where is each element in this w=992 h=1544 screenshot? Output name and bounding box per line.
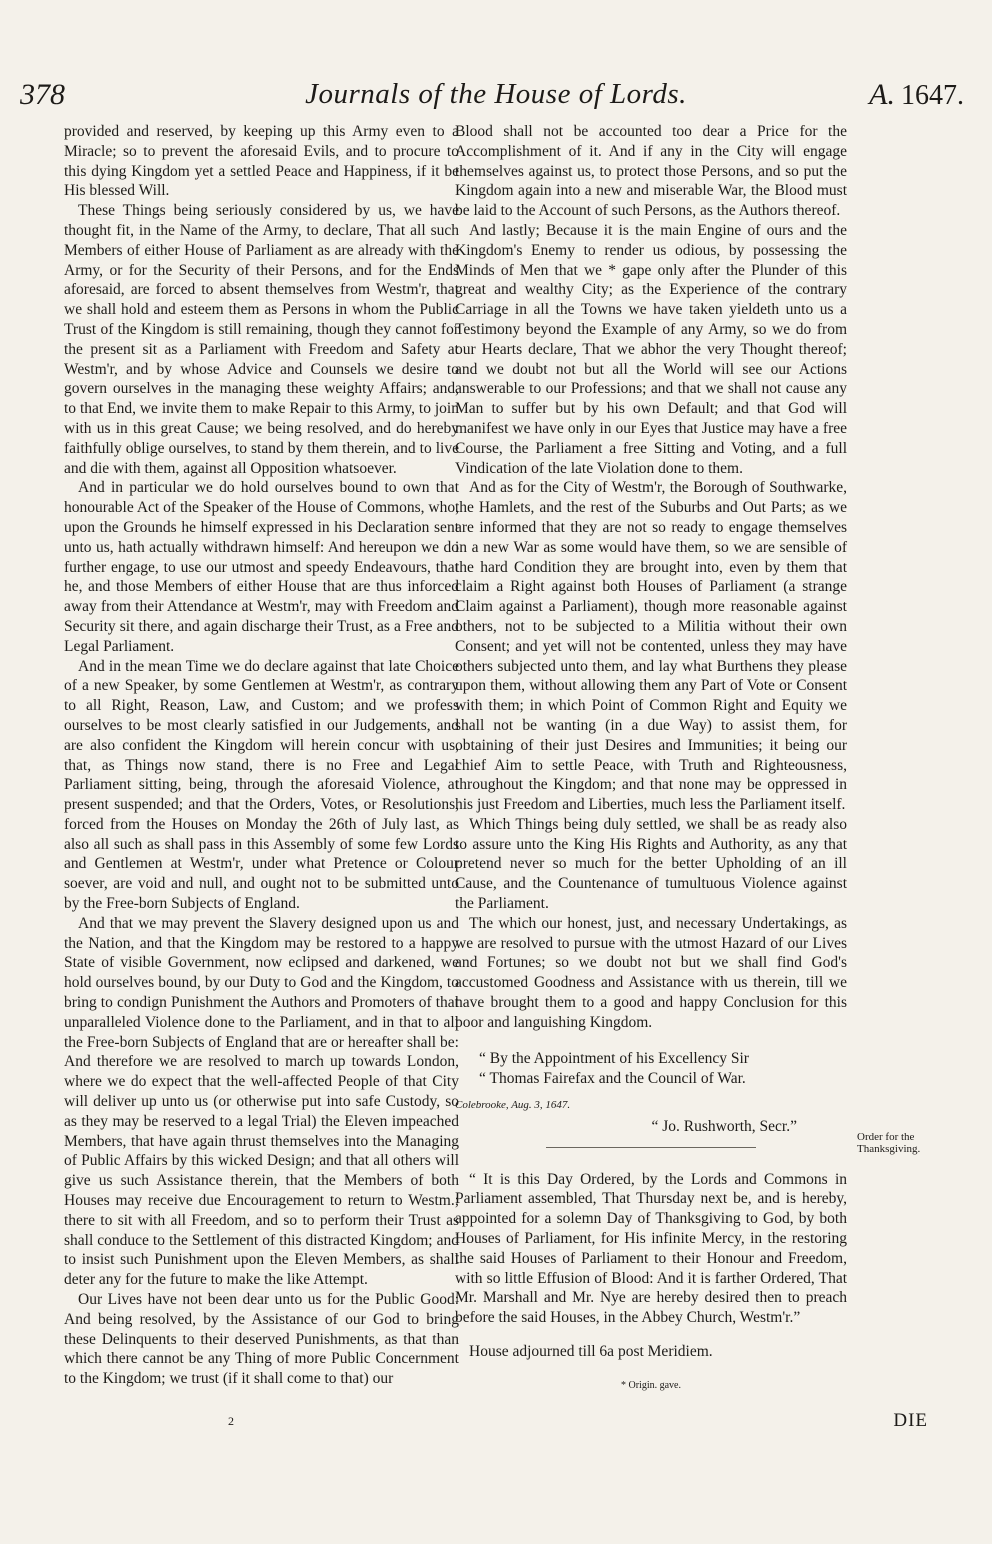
paragraph: The which our honest, just, and necessary Undertakings, as we are resolved to pursue with the utmost Hazard of our Lives and Fortunes; so we doubt not but we shall find God's accustomed Goodness and Assistance with us therein, till we have brought them to a good and happy Conclusion for this poor and languishing Kingdom. <box>455 914 847 1031</box>
adjournment-note: House adjourned till 6a post Meridiem. <box>469 1343 713 1361</box>
footnote: * Origin. gave. <box>621 1379 681 1391</box>
year: 1647. <box>901 80 964 111</box>
signature-mark: 2 <box>228 1414 234 1428</box>
catchword: DIE <box>893 1410 928 1431</box>
running-year <box>869 78 964 112</box>
paragraph: And in particular we do hold ourselves bound to own that honourable Act of the Speaker of the House of Commons, who, upon the Grounds he himself expressed in his Declaration sent unto us, hath actually withdrawn himself: And hereupon we do further engage, to use our utmost and speedy Endeavours, that he, and those Members of either House that are thus inforced away from their Attendance at Westm'r, may with Freedom and Security sit there, and again discharge their Trust, as a Free and Legal Parliament. <box>64 479 459 655</box>
paragraph: And that we may prevent the Slavery designed upon us and the Nation, and that the Kingdom may be restored to a happy State of visible Government, now eclipsed and darkened, we hold ourselves bound, by our Duty to God and the Kingdom, to bring to condign Punishment the Authors and Promoters of that unparalleled Violence done to the Parliament, and in that to all the Free-born Subjects of England that are or hereafter shall be: And therefore we are resolved to march up towards London, where we do expect that the well-affected People of that City will deliver up unto us (or otherwise put into safe Custody, so as they may be reserved to a legal Trial) the Eleven impeached Members, that have again thrust themselves into the Managing of Public Affairs by this wicked Design; and that all others will give us such Assistance therein, that the Members of both Houses may receive due Encouragement to return to Westm.; there to sit with all Freedom, and so to perform their Trust as shall conduce to the Settlement of this distracted Kingdom; and to insist such Punishment upon the Eleven Members, as shall deter any for the future to make the like Attempt. <box>64 914 459 1289</box>
paragraph: And as for the City of Westm'r, the Borough of Southwarke, the Hamlets, and the rest of the Suburbs and Out Parts; as we are informed that they are not so ready to engage themselves in a new War as some would have them, so we are sensible of the hard Condition they are brought into, even by them that claim a Right against both Houses of Parliament (a strange Claim against a Parliament), though more reasonable against others, not to be subjected to a Militia without their own Consent; and yet will not be contented, unless they may have others subjected unto them, and lay what Burthens they please upon them, without allowing them any Part of Vote or Consent with them; in which Point of Common Right and Equity we shall not be wanting (in a due Way) to assist them, for obtaining of their just Desires and Immunities; it being our chief Aim to settle Peace, with Truth and Righteousness, throughout the Kingdom; and that none may be oppressed in his just Freedom and Liberties, much less the Parliament itself. <box>455 479 847 814</box>
page-number: 378 <box>20 78 65 111</box>
paragraph: These Things being seriously considered by us, we have thought fit, in the Name of the Army, to declare, That all such Members of either House of Parliament as are already with the Army, or for the Security of their Persons, and for the Ends aforesaid, are forced to absent themselves from Westm'r, that we shall hold and esteem them as Persons in whom the Public Trust of the Kingdom is still remaining, though they cannot for the present sit as a Parliament with Freedom and Safety at Westm'r, and by whose Advice and Counsels we desire to govern ourselves in the managing these weighty Affairs; and, to that End, we invite them to make Repair to this Army, to join with us in this great Cause; we being resolved, and do hereby faithfully oblige ourselves, to stand by them therein, and to live and die with them, against all Opposition whatsoever. <box>64 202 459 477</box>
margin-note: Order for the Thanksgiving. <box>857 1131 921 1155</box>
signature-line: “ By the Appointment of his Excellency Sir <box>479 1049 749 1067</box>
paragraph: And in the mean Time we do declare against that late Choice of a new Speaker, by some Gentlemen at Westm'r, as contrary to all Right, Reason, Law, and Custom; and we profess ourselves to be most clearly satisfied in our Judgements, and are also confident the Kingdom will herein concur with us, that, as Things now stand, there is no Free and Legal Parliament sitting, being, through the aforesaid Violence, at present suspended; and that the Orders, Votes, or Resolutions, forced from the Houses on Monday the 26th of July last, as also all such as shall pass in this Assembly of some few Lords and Gentlemen at Westm'r, under what Pretence or Colour soever, are void and null, and ought not to be submitted unto by the Free-born Subjects of England. <box>64 657 459 913</box>
paragraph: Our Lives have not been dear unto us for the Public Good: And being resolved, by the Assistance of our God to bring these Delinquents to their deserved Punishments, as that than which there cannot be any Thing of more Public Concernment to the Kingdom; we trust (if it shall come to that) our <box>64 1291 459 1388</box>
paragraph: Which Things being duly settled, we shall be as ready also to assure unto the King His Rights and Authority, as any that pretend never so much for the better Upholding of an ill Cause, and the Countenance of tumultuous Violence against the Parliament. <box>455 815 847 913</box>
thanksgiving-order <box>455 1170 847 1328</box>
paragraph: “ It is this Day Ordered, by the Lords and Commons in Parliament assembled, That Thursday next be, and is hereby, appointed for a solemn Day of Thanksgiving to God, by both Houses of Parliament, for His infinite Mercy, in the restoring the said Houses of Parliament to their Honour and Freedom, with so little Effusion of Blood: And it is farther Ordered, That Mr. Marshall and Mr. Nye are hereby desired then to preach before the said Houses, in the Abbey Church, Westm'r.” <box>455 1170 847 1327</box>
divider-rule <box>546 1147 756 1148</box>
right-column <box>455 122 847 1396</box>
running-title: Journals of the House of Lords. <box>305 78 687 110</box>
year-prefix: A. <box>869 78 895 111</box>
paragraph: And lastly; Because it is the main Engine of ours and the Kingdom's Enemy to render us odious, by possessing the Minds of Men that we * gape only after the Plunder of this great and wealthy City; as the Experience of the contrary Carriage in all the Towns we have taken yieldeth unto us a Testimony beyond the Example of any Army, so we do from our Hearts declare, That we abhor the very Thought thereof; and we doubt not but all the World will see our Actions answerable to our Professions; and that we shall not cause any Man to suffer but by his own Default; and that God will manifest we have only in our Eyes that Justice may have a free Course, the Parliament a free Sitting and Voting, and a full Vindication of the late Violation done to them. <box>455 221 847 477</box>
paragraph: provided and reserved, by keeping up this Army even to a Miracle; so to prevent the aforesaid Evils, and to procure to this dying Kingdom yet a settled Peace and Happiness, if it be His blessed Will. <box>64 123 459 200</box>
left-column <box>64 122 459 1402</box>
signature-block <box>455 1049 847 1137</box>
signature-line: “ Thomas Fairefax and the Council of War. <box>479 1069 746 1087</box>
place-date: Colebrooke, Aug. 3, 1647. <box>455 1098 571 1111</box>
secretary-signature: “ Jo. Rushworth, Secr.” <box>651 1117 797 1135</box>
paragraph: Blood shall not be accounted too dear a Price for the Accomplishment of it. And if any in the City will engage themselves against us, to protect those Persons, and so put the Kingdom again into a new and miserable War, the Blood must be laid to the Account of such Persons, as the Authors thereof. <box>455 123 847 220</box>
